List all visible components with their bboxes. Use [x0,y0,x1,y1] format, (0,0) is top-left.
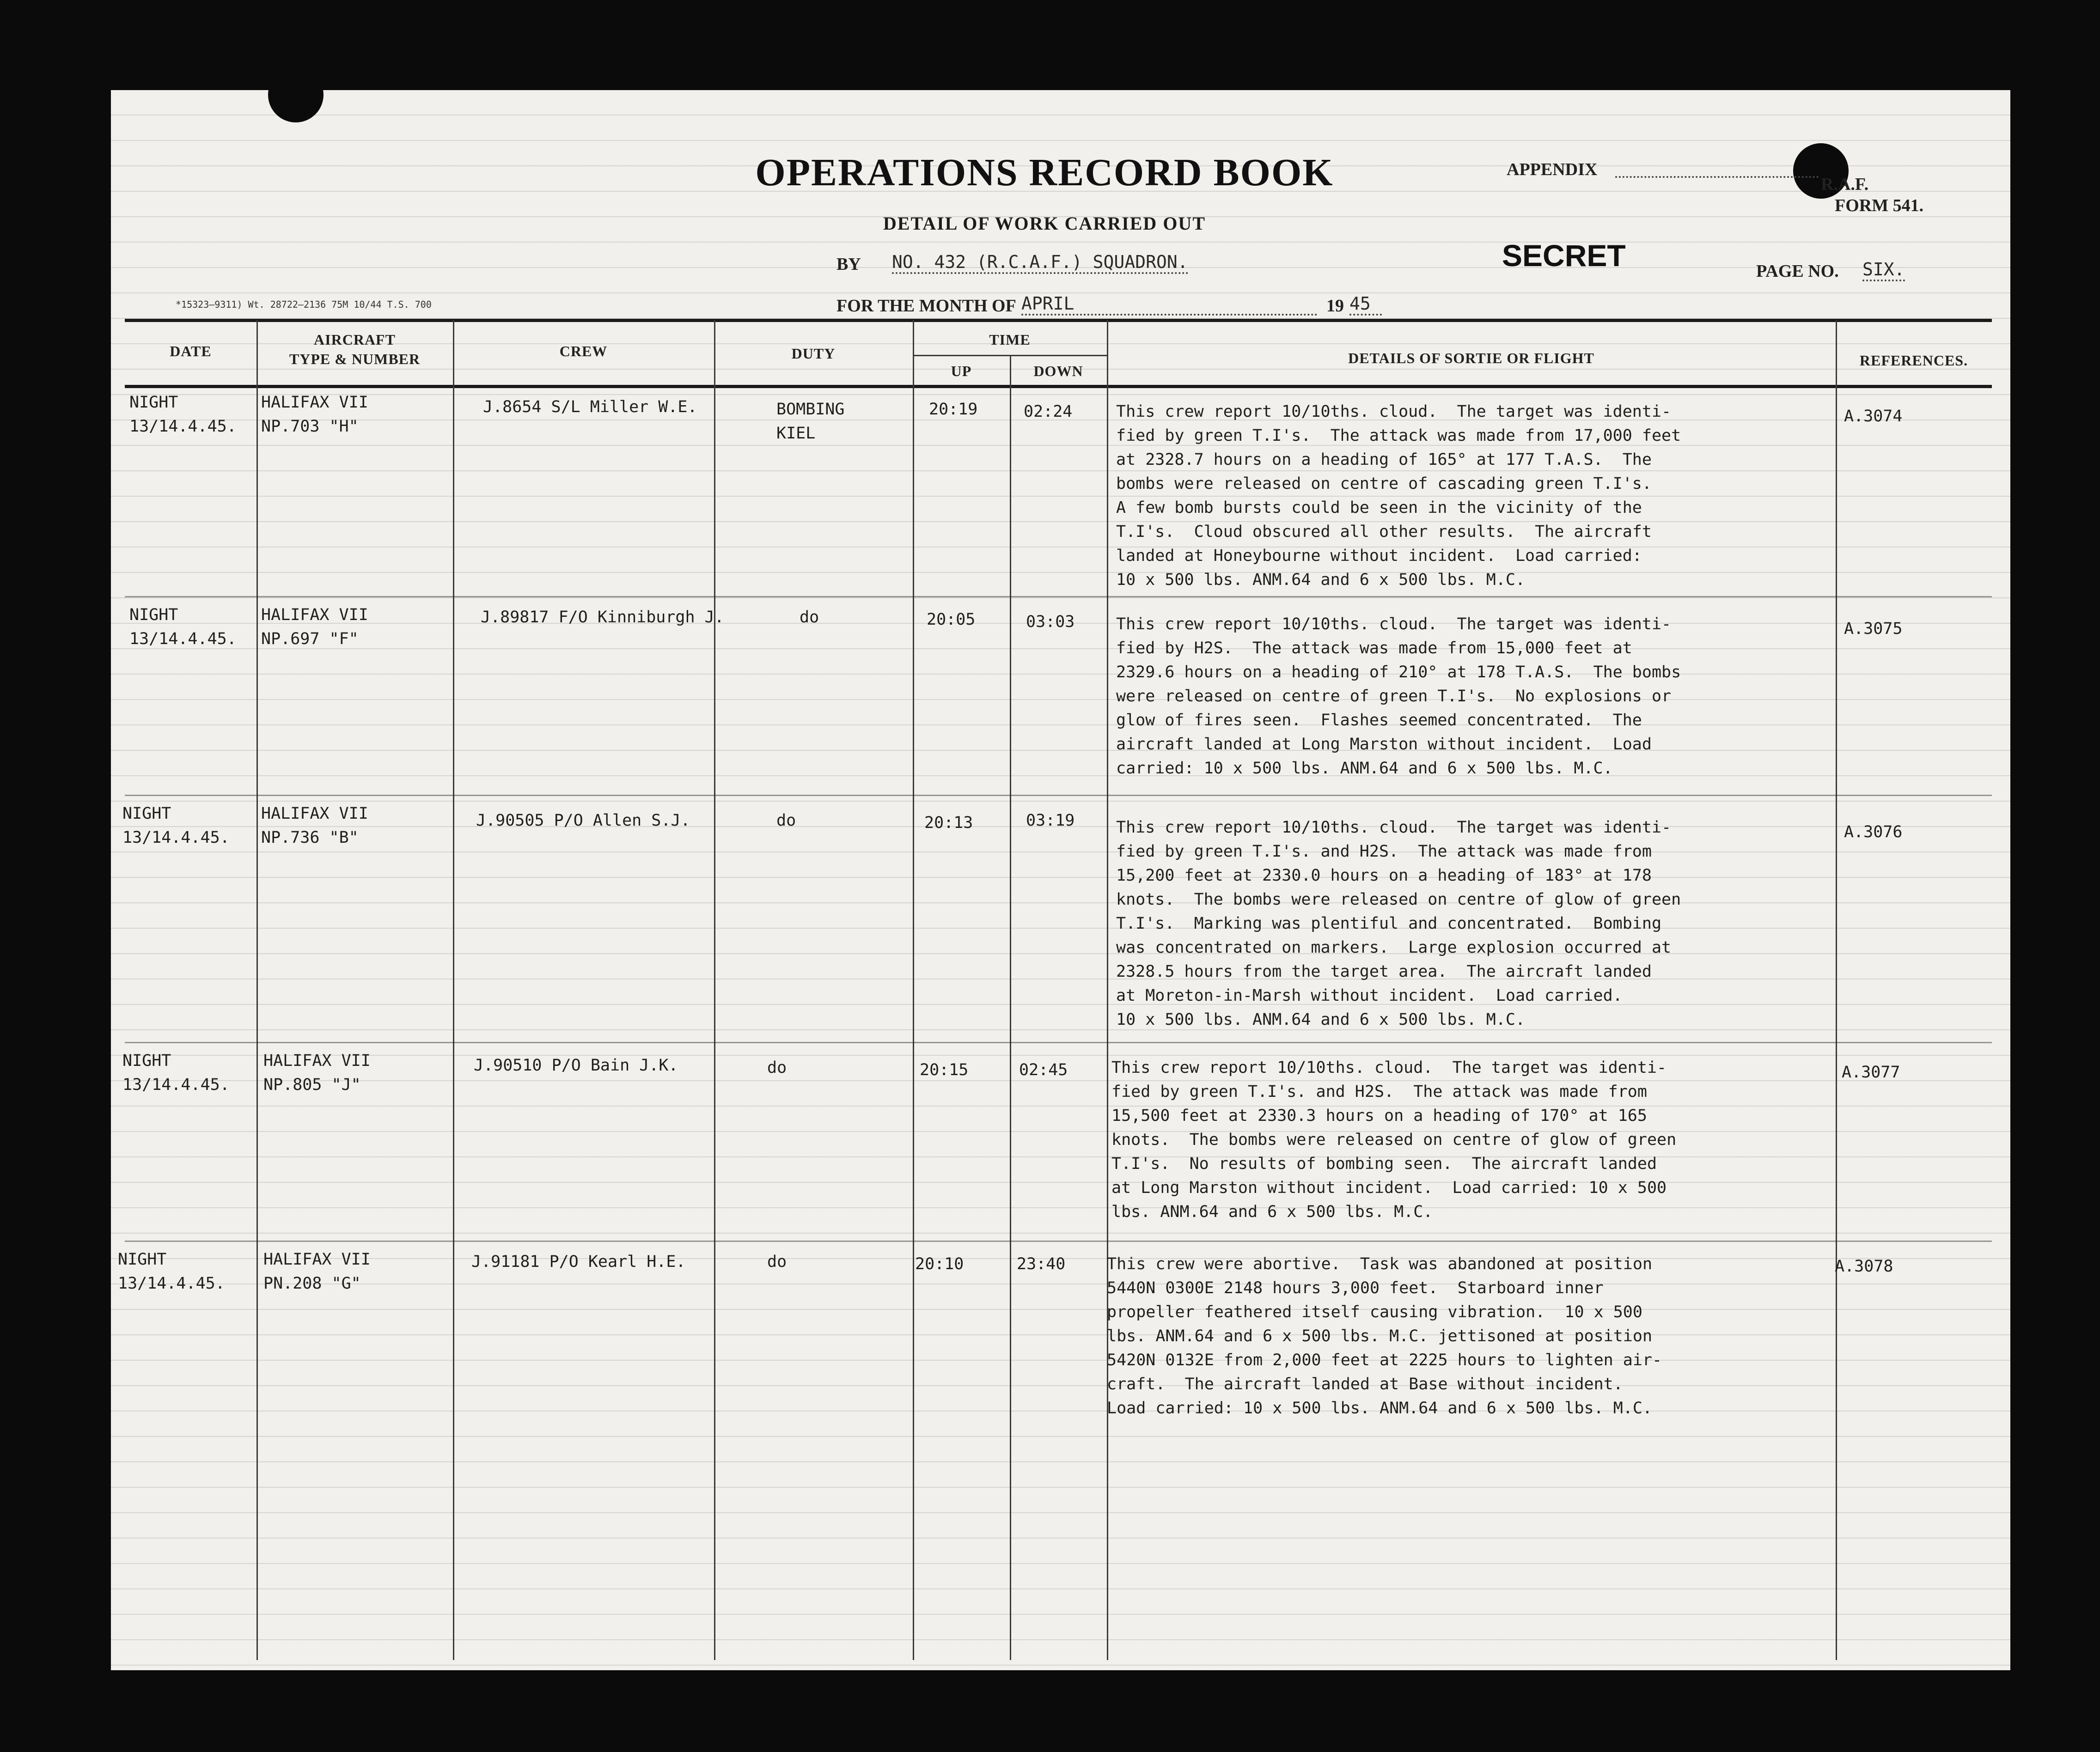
col-header-references: REFERENCES. [1859,352,1968,369]
entry-time-up: 20:15 [920,1061,969,1079]
entry-time-up: 20:10 [915,1255,964,1273]
col-header-time-up: UP [951,363,972,379]
entry-time-down: 03:03 [1026,613,1075,631]
entry-time-down: 03:19 [1026,811,1075,830]
entry-duty: BOMBING KIEL [776,400,845,443]
column-divider [256,320,258,1660]
column-divider [913,320,914,1660]
appendix-field [1615,159,1819,178]
entry-duty: do [767,1253,787,1271]
header-rule-top [125,319,1992,322]
entry-details: This crew report 10/10ths. cloud. The target was identi- fied by green T.I's. and H2S. The attack was made from 15,500 feet at 2330.3 hours on a heading of 170° at 165 knots. The bombs were released on centre of glow of green T.I's. No results of bombing seen. The aircraft landed at Long Marston without incident. Load carried: 10 x 500 lbs. ANM.64 and 6 x 500 lbs. M.C. [1111,1058,1677,1221]
entry-aircraft: HALIFAX VII NP.805 "J" [263,1052,371,1094]
print-code: *15323—9311) Wt. 28722—2136 75M 10/44 T.S. 700 [176,299,432,310]
column-divider [714,320,715,1660]
entry-reference: A.3076 [1844,823,1903,841]
squadron-value: NO. 432 (R.C.A.F.) SQUADRON. [892,252,1188,274]
form-ref-line1: R.A.F. [1821,175,1869,194]
header-rule-bottom [125,385,1992,388]
entry-time-up: 20:05 [927,610,976,629]
entry-date: NIGHT 13/14.4.45. [122,1052,230,1094]
form-ref-line2: FORM 541. [1835,196,1924,215]
entry-crew: J.90510 P/O Bain J.K. [474,1056,678,1075]
entry-aircraft: HALIFAX VII NP.736 "B" [261,804,368,847]
entry-details: This crew report 10/10ths. cloud. The target was identi- fied by green T.I's. The attack was made from 17,000 feet at 2328.7 hours on a heading of 165° at 177 T.A.S. The bombs were released on centre of cascading green T.I's. A few bomb bursts could be seen in the vicinity of the T.I's. Cloud obscured all other results. The aircraft landed at Honeybourne without incident. Load carried: 10 x 500 lbs. ANM.64 and 6 x 500 lbs. M.C. [1116,402,1681,589]
entry-details: This crew report 10/10ths. cloud. The target was identi- fied by green T.I's. and H2S. The attack was made from 15,200 feet at 2330.0 hours on a heading of 183° at 178 knots. The bombs were released on centre of glow of green T.I's. Marking was plentiful and concentrated. Bombing was concentrated on markers. Large explosion occurred at 2328.5 hours from the target area. The aircraft landed at Moreton-in-Marsh without incident. Load carried. 10 x 500 lbs. ANM.64 and 6 x 500 lbs. M.C. [1116,818,1681,1029]
entry-separator [125,1042,1992,1043]
entry-details: This crew report 10/10ths. cloud. The target was identi- fied by H2S. The attack was made from 15,000 feet at 2329.6 hours on a heading of 210° at 178 T.A.S. The bombs were released on centre of green T.I's. No explosions or glow of fires seen. Flashes seemed concentrated. The aircraft landed at Long Marston without incident. Load carried: 10 x 500 lbs. ANM.64 and 6 x 500 lbs. M.C. [1116,615,1681,778]
appendix-label: APPENDIX [1507,160,1598,179]
entry-separator [125,596,1992,597]
entry-date: NIGHT 13/14.4.45. [129,606,237,648]
month-value: APRIL [1021,293,1317,316]
page-subtitle: DETAIL OF WORK CARRIED OUT [883,213,1206,234]
column-divider [453,320,454,1660]
entry-time-down: 02:45 [1019,1061,1068,1079]
col-header-time-down: DOWN [1033,363,1083,379]
column-divider [1010,356,1011,1660]
entry-time-down: 23:40 [1017,1255,1066,1273]
col-header-time: TIME [989,331,1031,348]
entry-date: NIGHT 13/14.4.45. [118,1250,225,1293]
col-header-aircraft-line2: TYPE & NUMBER [289,351,421,367]
record-sheet [111,90,2010,1670]
entry-reference: A.3078 [1835,1257,1893,1276]
entry-crew: J.8654 S/L Miller W.E. [483,398,697,416]
entry-date: NIGHT 13/14.4.45. [129,393,237,436]
entry-aircraft: HALIFAX VII NP.697 "F" [261,606,368,648]
column-divider [1836,320,1837,1660]
entry-duty: do [800,608,819,627]
col-header-date: DATE [170,343,212,359]
entry-details: This crew were abortive. Task was abandoned at position 5440N 0300E 2148 hours 3,000 feet. Starboard inner propeller feathered itself causing vibration. 10 x 500 lbs. ANM.64 and 6 x 500 lbs. M.C. jettisoned at position 5420N 0132E from 2,000 feet at 2225 hours to lighten air- craft. The aircraft landed at Base without incident. Load carried: 10 x 500 lbs. ANM.64 and 6 x 500 lbs. M.C. [1107,1255,1662,1417]
col-header-crew: CREW [559,343,608,359]
entry-time-up: 20:19 [929,400,978,419]
page-no-value: SIX. [1862,259,1905,281]
month-label: FOR THE MONTH OF [836,296,1016,316]
column-divider [1107,320,1108,1660]
col-header-aircraft-line1: AIRCRAFT [314,331,396,348]
entry-time-up: 20:13 [924,814,973,832]
entry-separator [125,1241,1992,1242]
entry-crew: J.90505 P/O Allen S.J. [476,811,690,830]
col-header-duty: DUTY [791,345,836,362]
col-header-details: DETAILS OF SORTIE OR FLIGHT [1348,350,1594,366]
entry-duty: do [767,1058,787,1077]
year-suffix: 45 [1349,293,1382,316]
entry-reference: A.3074 [1844,407,1903,426]
by-label: BY [836,255,861,274]
entry-aircraft: HALIFAX VII NP.703 "H" [261,393,368,436]
entry-crew: J.91181 P/O Kearl H.E. [471,1253,686,1271]
time-divider [913,355,1107,356]
page-no-label: PAGE NO. [1756,262,1839,281]
secret-stamp: SECRET [1502,238,1626,273]
page-title: OPERATIONS RECORD BOOK [755,151,1334,194]
year-prefix: 19 [1326,296,1344,316]
entry-duty: do [776,811,796,830]
entry-date: NIGHT 13/14.4.45. [122,804,230,847]
punch-hole-left [268,90,324,122]
entry-reference: A.3075 [1844,620,1903,638]
entry-crew: J.89817 F/O Kinniburgh J. [481,608,724,627]
entry-time-down: 02:24 [1024,402,1073,421]
entry-separator [125,795,1992,796]
entry-aircraft: HALIFAX VII PN.208 "G" [263,1250,371,1293]
entry-reference: A.3077 [1842,1063,1900,1082]
